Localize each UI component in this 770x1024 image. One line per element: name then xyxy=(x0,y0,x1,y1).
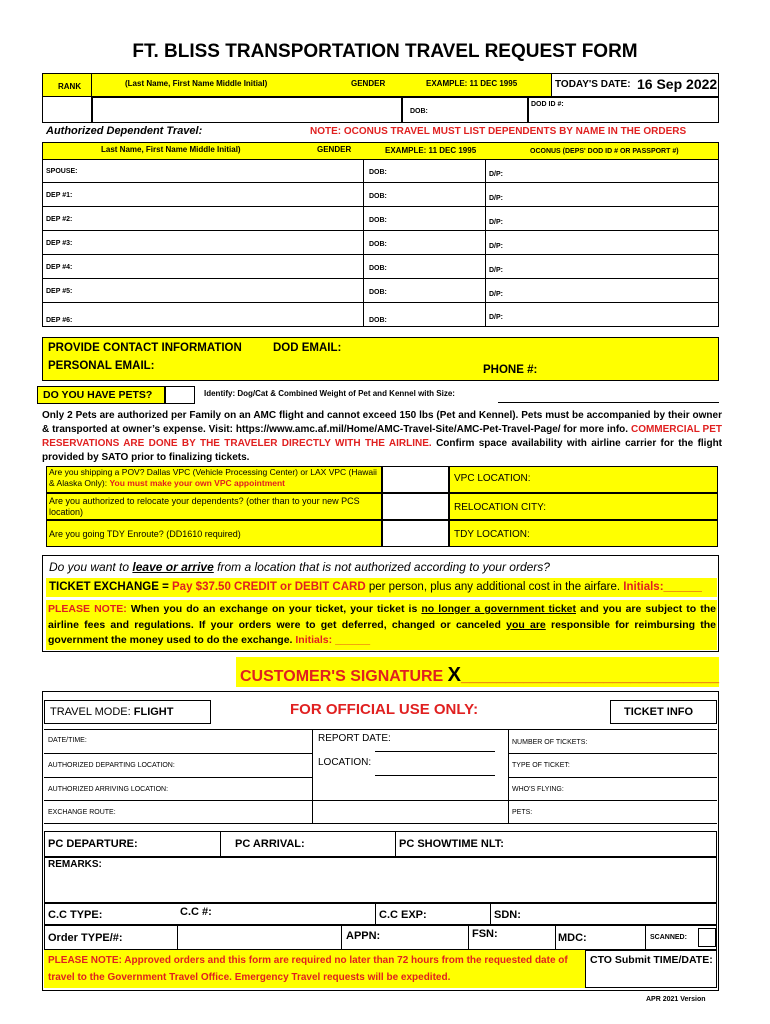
dependent-divider-dp xyxy=(485,303,486,327)
personal-email-field[interactable] xyxy=(160,359,480,377)
dependents-heading: Authorized Dependent Travel: xyxy=(46,125,203,137)
dependent-dob-label: DOB: xyxy=(369,265,387,272)
exchange-route-label: EXCHANGE ROUTE: xyxy=(48,809,116,816)
dependent-row-label: DEP #5: xyxy=(46,288,73,295)
dependent-divider-dob xyxy=(363,159,364,183)
scanned-label: SCANNED: xyxy=(650,934,687,941)
contact-heading: PROVIDE CONTACT INFORMATION xyxy=(48,342,242,354)
location-line[interactable] xyxy=(375,775,495,776)
dependent-name-field[interactable] xyxy=(80,183,363,207)
auth-arriving-label: AUTHORIZED ARRIVING LOCATION: xyxy=(48,786,169,793)
dependent-divider-dp xyxy=(485,183,486,207)
dependent-name-field[interactable] xyxy=(80,159,363,183)
dep-example-label: EXAMPLE: 11 DEC 1995 xyxy=(385,146,477,155)
dependent-dp-field[interactable] xyxy=(510,159,718,183)
dependent-divider-dob xyxy=(363,255,364,279)
order-divider-3 xyxy=(645,925,646,950)
signature-label: CUSTOMER'S SIGNATURE X_____________________________ xyxy=(240,664,720,686)
report-date-line[interactable] xyxy=(375,751,495,752)
pc-row xyxy=(44,831,717,857)
remarks-field[interactable] xyxy=(44,857,717,903)
dependent-dp-label: D/P: xyxy=(489,291,503,298)
relocate-answer-field[interactable] xyxy=(382,493,449,520)
personal-email-label: PERSONAL EMAIL: xyxy=(48,360,155,372)
dependent-divider-dp xyxy=(485,255,486,279)
traveler-dodid-label: DOD ID #: xyxy=(531,101,564,108)
location-label: LOCATION: xyxy=(318,757,372,768)
scanned-checkbox[interactable] xyxy=(698,928,716,947)
sdn-label: SDN: xyxy=(494,909,521,921)
dependent-dob-label: DOB: xyxy=(369,193,387,200)
dependent-divider-dob xyxy=(363,183,364,207)
dependent-name-field[interactable] xyxy=(80,303,363,327)
order-row xyxy=(44,925,717,950)
date-time-field[interactable] xyxy=(44,729,312,753)
dependent-divider-dob xyxy=(363,231,364,255)
pets-answer-field[interactable] xyxy=(165,386,195,404)
official-line-4 xyxy=(44,800,717,801)
dependent-dob-label: DOB: xyxy=(369,169,387,176)
form-version: APR 2021 Version xyxy=(646,996,706,1003)
dependent-row-label: DEP #1: xyxy=(46,192,73,199)
official-line-2 xyxy=(44,753,312,754)
report-date-label: REPORT DATE: xyxy=(318,733,391,744)
whos-flying-label: WHO'S FLYING: xyxy=(512,786,564,793)
dependent-name-field[interactable] xyxy=(80,279,363,303)
pc-showtime-label: PC SHOWTIME NLT: xyxy=(399,838,504,850)
fsn-label: FSN: xyxy=(472,928,498,940)
pc-departure-label: PC DEPARTURE: xyxy=(48,838,138,850)
dependent-row-label: DEP #4: xyxy=(46,264,73,271)
dependent-name-field[interactable] xyxy=(80,207,363,231)
official-line-3 xyxy=(44,777,312,778)
dod-email-label: DOD EMAIL: xyxy=(273,342,342,354)
bottom-note: PLEASE NOTE: Approved orders and this form are required no later than 72 hours from the requested date of travel to the Government Travel Office. Emergency Travel requests will be expedited. xyxy=(48,955,568,983)
official-use-heading: FOR OFFICIAL USE ONLY: xyxy=(290,701,479,718)
phone-field[interactable] xyxy=(545,361,715,379)
dependent-row-label: DEP #2: xyxy=(46,216,73,223)
dependent-name-field[interactable] xyxy=(80,255,363,279)
official-line-3r xyxy=(508,777,717,778)
travel-mode: TRAVEL MODE: FLIGHT xyxy=(50,706,174,718)
exchange-question: Do you want to leave or arrive from a location that is not authorized according to your orders? xyxy=(49,560,550,574)
dependent-row-label: SPOUSE: xyxy=(46,168,78,175)
dependent-divider-dp xyxy=(485,207,486,231)
rank-label: RANK xyxy=(58,82,82,91)
relocation-city-label: RELOCATION CITY: xyxy=(454,502,547,513)
pets-identify-line[interactable] xyxy=(498,402,719,403)
dependent-dp-field[interactable] xyxy=(510,231,718,255)
dep-oconus-label: OCONUS (DEPS' DOD ID # OR PASSPORT #) xyxy=(530,148,679,155)
pov-question: Are you shipping a POV? Dallas VPC (Vehicle Processing Center) or LAX VPC (Hawaii & Alaska Only): You must make your own VPC appointment xyxy=(49,467,377,488)
pc-divider-1 xyxy=(220,831,221,857)
example-label: EXAMPLE: 11 DEC 1995 xyxy=(426,79,518,88)
oconus-note: NOTE: OCONUS TRAVEL MUST LIST DEPENDENTS BY NAME IN THE ORDERS xyxy=(310,126,687,137)
remarks-label: REMARKS: xyxy=(48,859,102,870)
todays-date-value: 16 Sep 2022 xyxy=(637,76,718,92)
dependent-divider-dp xyxy=(485,279,486,303)
dod-email-field[interactable] xyxy=(352,339,717,357)
name-label: (Last Name, First Name Middle Initial) xyxy=(125,79,268,88)
rank-field[interactable] xyxy=(42,73,92,123)
dependent-dp-label: D/P: xyxy=(489,171,503,178)
tdy-answer-field[interactable] xyxy=(382,520,449,547)
order-type-field[interactable] xyxy=(177,925,342,950)
cc-divider-1 xyxy=(375,903,376,925)
gender-label: GENDER xyxy=(351,79,386,88)
cc-divider-2 xyxy=(490,903,491,925)
traveler-name-field[interactable] xyxy=(92,97,402,123)
official-divider-right xyxy=(508,729,509,823)
form-title: FT. BLISS TRANSPORTATION TRAVEL REQUEST FORM xyxy=(132,41,638,62)
dependent-dob-label: DOB: xyxy=(369,241,387,248)
pets-official-label: PETS: xyxy=(512,809,533,816)
dependent-dob-label: DOB: xyxy=(369,289,387,296)
tdy-question: Are you going TDY Enroute? (DD1610 required) xyxy=(49,529,241,539)
date-time-label: DATE/TIME: xyxy=(48,737,87,744)
cc-exp-label: C.C EXP: xyxy=(379,909,427,921)
dependent-row-label: DEP #6: xyxy=(46,317,73,324)
dependent-dp-field[interactable] xyxy=(510,255,718,279)
dependent-divider-dp xyxy=(485,231,486,255)
dependent-dp-field[interactable] xyxy=(510,303,718,327)
cto-submit-label: CTO Submit TIME/DATE: xyxy=(590,954,713,966)
dependent-dp-label: D/P: xyxy=(489,243,503,250)
pov-answer-field[interactable] xyxy=(382,466,449,493)
mdc-label: MDC: xyxy=(558,932,587,944)
dependent-dp-label: D/P: xyxy=(489,195,503,202)
todays-date-label: TODAY'S DATE: xyxy=(555,79,631,90)
ticket-exchange-text: TICKET EXCHANGE = Pay $37.50 CREDIT or DEBIT CARD per person, plus any additional cost in the airfare. Initials:______ xyxy=(49,581,702,593)
dependent-divider-dp xyxy=(485,159,486,183)
pets-info: Only 2 Pets are authorized per Family on an AMC flight and cannot exceed 150 lbs (Pet and Kennel). Pets must be accompanied by their owner & transported at owner’s expense. Visit: https://www.amc.af.mil/Home/AMC-Travel-Site/AMC-Pet-Travel-Page/ for more info. COMMERCIAL PET RESERVATIONS ARE DONE BY THE TRAVELER DIRECTLY WITH THE AIRLINE. Confirm space availability with airline carrier for the flight provided by SATO prior to finalizing tickets. xyxy=(42,410,723,463)
order-type-label: Order TYPE/#: xyxy=(48,932,123,944)
dependent-dp-field[interactable] xyxy=(510,279,718,303)
number-tickets-label: NUMBER OF TICKETS: xyxy=(512,739,588,746)
exchange-note: PLEASE NOTE: When you do an exchange on your ticket, your ticket is no longer a government ticket and you are subject to the airline fees and regulations. If your orders were to get deferred, changed or canceled you are responsible for reimbursing the government the money used to do the exchange. Initials: ______ xyxy=(48,603,717,646)
dependent-divider-dob xyxy=(363,303,364,327)
pets-identify-label: Identify: Dog/Cat & Combined Weight of Pet and Kennel with Size: xyxy=(204,389,455,398)
order-divider-2 xyxy=(555,925,556,950)
pc-divider-2 xyxy=(395,831,396,857)
vpc-location-label: VPC LOCATION: xyxy=(454,473,531,484)
pets-question: DO YOU HAVE PETS? xyxy=(43,389,153,401)
dependent-dp-field[interactable] xyxy=(510,207,718,231)
relocate-question: Are you authorized to relocate your dependents? (other than to your new PCS location) xyxy=(49,496,360,517)
dependent-dp-label: D/P: xyxy=(489,267,503,274)
dependent-dob-label: DOB: xyxy=(369,317,387,324)
cc-type-label: C.C TYPE: xyxy=(48,909,103,921)
phone-label: PHONE #: xyxy=(483,364,538,376)
dependent-dp-label: D/P: xyxy=(489,314,503,321)
dep-gender-label: GENDER xyxy=(317,145,352,154)
dependent-dp-field[interactable] xyxy=(510,183,718,207)
tdy-location-label: TDY LOCATION: xyxy=(454,529,530,540)
ticket-info-label: TICKET INFO xyxy=(624,706,694,718)
official-divider-left xyxy=(312,729,313,823)
type-ticket-label: TYPE OF TICKET: xyxy=(512,762,570,769)
dependent-dp-label: D/P: xyxy=(489,219,503,226)
dep-name-label: Last Name, First Name Middle Initial) xyxy=(101,145,241,154)
dependent-dob-label: DOB: xyxy=(369,217,387,224)
dependent-row-label: DEP #3: xyxy=(46,240,73,247)
dependent-name-field[interactable] xyxy=(80,231,363,255)
cc-num-label: C.C #: xyxy=(180,906,212,918)
dependent-divider-dob xyxy=(363,207,364,231)
official-line-2r xyxy=(508,753,717,754)
appn-label: APPN: xyxy=(346,930,381,942)
order-divider-1 xyxy=(468,925,469,950)
dependent-divider-dob xyxy=(363,279,364,303)
auth-departing-label: AUTHORIZED DEPARTING LOCATION: xyxy=(48,762,175,769)
traveler-dob-label: DOB: xyxy=(410,108,428,115)
official-line-5 xyxy=(44,823,717,824)
pc-arrival-label: PC ARRIVAL: xyxy=(235,838,305,850)
